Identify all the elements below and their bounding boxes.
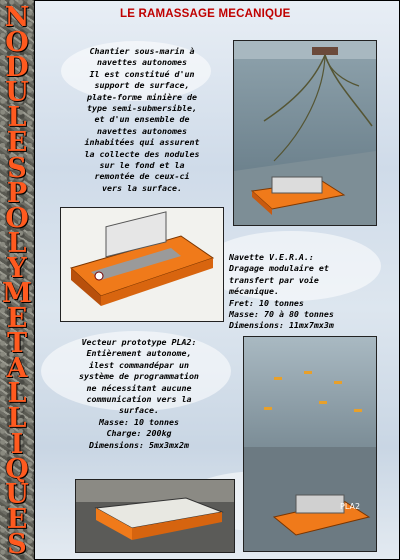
intro-line: type semi-submersible, [87, 103, 197, 114]
sidebar-letter: E [6, 503, 28, 535]
sidebar-letter: U [5, 77, 29, 109]
intro-line: inhabitées qui assurent [84, 137, 200, 148]
sidebar-letter: O [5, 27, 29, 59]
vera-line: Fret: 10 tonnes [229, 297, 304, 308]
vera-line: mécanique. [229, 286, 279, 297]
intro-line: Il est constitué d'un [89, 68, 195, 79]
pla2-line: ne nécessitant aucune [86, 382, 192, 393]
sidebar-letter: A [6, 353, 28, 385]
sidebar-letter: M [2, 278, 32, 309]
vertical-title-band [0, 0, 35, 560]
sidebar-letter: L [7, 102, 27, 134]
sidebar-letter: L [7, 378, 27, 410]
sidebar-letter: E [6, 127, 28, 159]
pla2-line: système de programmation [79, 371, 199, 382]
pla2-description [44, 337, 234, 451]
pla2-line: Vecteur prototype PLA2: [81, 337, 197, 347]
sidebar-letter: D [5, 52, 29, 84]
sidebar-letter: L [7, 227, 27, 259]
seabed-collectors-photo [243, 336, 377, 552]
surface-platform-photo [233, 40, 377, 226]
vera-line: Dimensions: 11mx7mx3m [229, 320, 334, 331]
page-title: LE RAMASSAGE MECANIQUE [120, 8, 291, 20]
sidebar-letter: E [6, 303, 28, 335]
intro-line: navettes autonomes [97, 125, 187, 136]
pla2-line: communication vers la [86, 394, 192, 405]
vera-description [229, 252, 389, 332]
pla2-line: Entièrement autonome, [86, 348, 192, 359]
sidebar-letter: U [5, 478, 29, 510]
sidebar-letter: O [5, 202, 29, 234]
sidebar-letter: N [4, 2, 30, 33]
intro-line: remontée de ceux-ci [94, 171, 190, 182]
pla2-line: Masse: 10 tonnes [99, 416, 179, 427]
vera-line: Navette V.E.R.A.: [229, 252, 314, 262]
intro-line: navettes autonomes [97, 57, 187, 68]
sidebar-letter: Q [5, 453, 29, 485]
pla2-hull-label: PLA2 [340, 502, 361, 511]
vera-shuttle-photo [60, 207, 224, 322]
sidebar-letter: L [7, 403, 27, 435]
sidebar-letter: P [6, 177, 28, 209]
sidebar-letter: T [6, 328, 28, 360]
pla2-line: Dimensions: 5mx3mx2m [89, 439, 189, 450]
vera-line: Masse: 70 à 80 tonnes [229, 309, 334, 320]
intro-line: plate-forme minière de [87, 91, 197, 102]
pla2-line: Charge: 200kg [106, 428, 172, 439]
intro-paragraph [58, 46, 226, 194]
sidebar-letter: S [7, 152, 27, 184]
sidebar-letter: S [7, 528, 27, 560]
intro-line: et d'un ensemble de [94, 114, 190, 125]
vera-line: Dragage modulaire et [229, 263, 329, 274]
pla2-line: ilest commandépar un [89, 359, 189, 370]
pla2-line: surface. [119, 405, 159, 416]
intro-line: support de surface, [94, 80, 190, 91]
vera-line: transfert par voie [229, 274, 319, 285]
intro-line: sur le fond et la [99, 160, 185, 171]
intro-line: la collecte des nodules [84, 148, 200, 159]
sidebar-letter: Y [7, 252, 27, 284]
intro-line: Chantier sous-marin à [89, 46, 195, 56]
intro-line: vers la surface. [102, 182, 182, 193]
sidebar-letter: I [10, 428, 24, 460]
pla2-prototype-photo [75, 479, 235, 553]
